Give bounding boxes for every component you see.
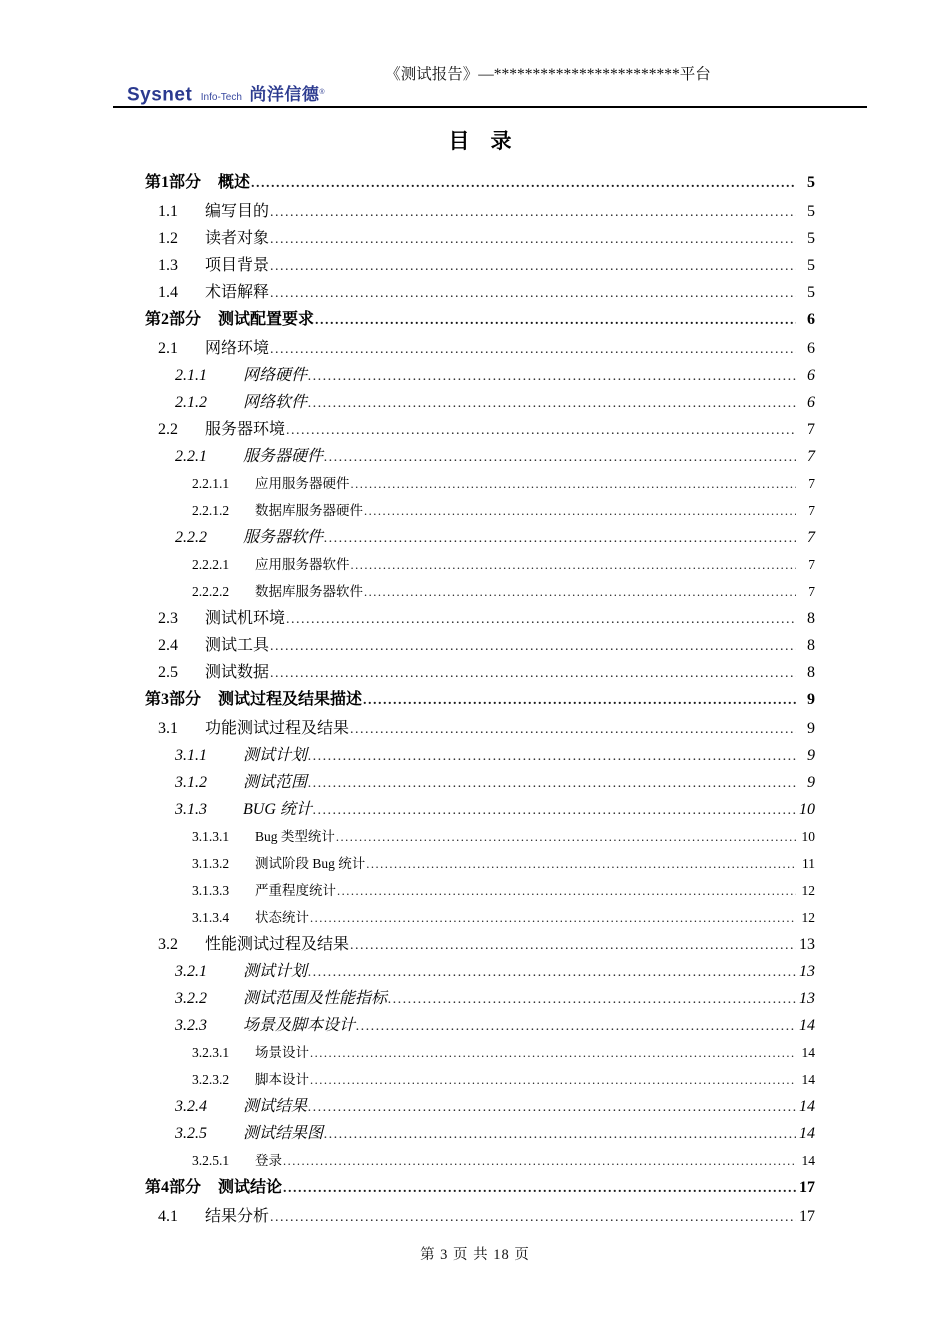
toc-entry-page: 14 [799,1098,815,1115]
toc-entry-title: 数据库服务器软件 [255,584,363,599]
toc-dot-leader [363,691,796,710]
toc-entry-number: 2.2.1 [175,448,207,465]
toc-entry-page: 14 [799,1017,815,1034]
toc-entry-title: 测试结果 [243,1098,308,1115]
toc-entry-number: 第2部分 [145,311,202,328]
toc-entry[interactable] [145,1178,815,1198]
toc-entry-number: 3.2.3.2 [192,1072,230,1087]
toc-entry-page: 5 [807,284,815,301]
toc-entry[interactable] [145,827,815,847]
toc-entry-title: 读者对象 [205,230,270,247]
toc-entry[interactable] [145,447,815,467]
toc-entry-number: 2.2 [158,421,178,438]
toc-entry[interactable] [145,501,815,521]
toc-entry[interactable] [145,1207,815,1227]
toc-entry-number: 第1部分 [145,174,202,191]
toc-entry-title: 测试机环境 [205,610,286,627]
toc-entry[interactable] [145,908,815,928]
toc-entry-number: 3.2.3.1 [192,1045,230,1060]
toc-entry-page: 11 [802,856,815,871]
toc-entry-title: 测试数据 [205,664,270,681]
toc-entry-number: 1.4 [158,284,178,301]
toc-dot-leader [308,394,796,413]
toc-entry-page: 10 [799,801,815,818]
toc-entry-title: 数据库服务器硬件 [255,503,363,518]
toc-entry-title: 测试结果图 [243,1125,324,1142]
toc-entry-number: 3.2.5.1 [192,1153,230,1168]
toc-entry-page: 9 [807,720,815,737]
logo-cjk-text: 尚洋信德 [249,85,320,105]
toc-entry-title: 测试计划 [243,963,308,980]
toc-entry-page: 14 [799,1125,815,1142]
toc-entry-title: 测试工具 [205,637,270,654]
toc-entry-page: 7 [807,529,815,546]
toc-dot-leader [270,664,796,683]
toc-dot-leader [315,311,796,330]
toc-entry-title: 场景及脚本设计 [243,1017,356,1034]
toc-entry-title: 应用服务器软件 [255,557,350,572]
toc-entry-title: 网络软件 [243,394,308,411]
toc-entry-title: 功能测试过程及结果 [205,720,350,737]
toc-entry-page: 14 [801,1045,815,1060]
toc-entry-number: 3.1.3.2 [192,856,230,871]
toc-dot-leader [310,909,796,928]
toc-entry-page: 5 [807,203,815,220]
toc-entry-number: 3.1.3.4 [192,910,230,925]
toc-entry[interactable] [145,854,815,874]
toc-entry-title: 测试计划 [243,747,308,764]
toc-entry-title: 术语解释 [205,284,270,301]
toc-entry-title: 状态统计 [255,910,309,925]
toc-entry-number: 2.2.2.1 [192,557,230,572]
toc-entry-page: 7 [807,421,815,438]
toc-entry-number: 3.1.3.1 [192,829,230,844]
toc-dot-leader [351,475,797,494]
toc-dot-leader [283,1179,796,1198]
toc-entry-number: 3.1.3 [175,801,207,818]
document-header-title: 《测试报告》—************************平台 [385,66,711,83]
toc-entry[interactable] [145,555,815,575]
toc-entry-number: 3.2.3 [175,1017,207,1034]
toc-dot-leader [286,610,796,629]
toc-entry[interactable] [145,663,815,683]
toc-entry-number: 2.2.2.2 [192,584,230,599]
toc-entry[interactable] [145,800,815,820]
toc-entry[interactable] [145,989,815,1009]
toc-entry-number: 3.2 [158,936,178,953]
toc-entry[interactable] [145,582,815,602]
toc-entry-number: 1.3 [158,257,178,274]
toc-dot-leader [324,529,796,548]
toc-dot-leader [350,720,796,739]
toc-entry-title: 严重程度统计 [255,883,336,898]
toc-entry[interactable] [145,528,815,548]
toc-dot-leader [283,1152,796,1171]
toc-entry-title: 网络硬件 [243,367,308,384]
toc-heading: 目 录 [448,129,512,153]
toc-entry[interactable] [145,393,815,413]
toc-dot-leader [270,1208,796,1227]
toc-dot-leader [270,637,796,656]
toc-dot-leader [336,828,796,847]
toc-entry-page: 6 [807,311,815,328]
toc-entry[interactable] [145,881,815,901]
toc-entry-page: 17 [799,1179,815,1196]
toc-list [145,166,815,1234]
toc-dot-leader [270,230,796,249]
toc-dot-leader [364,502,796,521]
toc-entry-title: BUG 统计 [243,801,312,818]
toc-entry-page: 7 [807,448,815,465]
toc-entry-title: 应用服务器硬件 [255,476,350,491]
toc-entry[interactable] [145,1016,815,1036]
toc-entry-page: 10 [801,829,815,844]
toc-dot-leader [308,367,796,386]
toc-dot-leader [350,936,796,955]
page-number-footer: 第 3 页 共 18 页 [420,1247,530,1263]
toc-entry[interactable] [145,1043,815,1063]
toc-entry-page: 12 [801,883,815,898]
toc-entry-number: 2.3 [158,610,178,627]
toc-entry-title: 测试过程及结果描述 [218,691,363,708]
toc-entry-number: 3.2.1 [175,963,207,980]
toc-entry-title: 场景设计 [255,1045,309,1060]
toc-entry-number: 2.1 [158,340,178,357]
toc-entry-page: 6 [807,367,815,384]
toc-entry-number: 2.1.2 [175,394,207,411]
toc-entry-page: 13 [799,990,815,1007]
logo-subtitle-text: Info-Tech [200,92,242,104]
toc-entry-page: 5 [807,257,815,274]
toc-entry-number: 2.2.1.1 [192,476,230,491]
toc-entry-page: 13 [799,936,815,953]
toc-entry-number: 2.5 [158,664,178,681]
toc-entry-title: 服务器软件 [243,529,324,546]
toc-entry-number: 3.1 [158,720,178,737]
toc-entry-page: 17 [799,1208,815,1225]
toc-entry-number: 2.2.2 [175,529,207,546]
toc-entry-page: 5 [807,174,815,191]
toc-entry[interactable] [145,173,815,193]
toc-entry-title: 项目背景 [205,257,270,274]
toc-entry-title: 结果分析 [205,1208,270,1225]
toc-dot-leader [270,257,796,276]
toc-entry-number: 第4部分 [145,1179,202,1196]
toc-entry-title: 服务器环境 [205,421,286,438]
toc-entry[interactable] [145,609,815,629]
toc-entry-number: 2.4 [158,637,178,654]
toc-entry-title: 测试范围及性能指标 [243,990,388,1007]
toc-entry-page: 9 [807,747,815,764]
toc-dot-leader [356,1017,796,1036]
toc-entry-title: 服务器硬件 [243,448,324,465]
header-divider [113,106,867,108]
toc-entry[interactable] [145,1070,815,1090]
toc-entry-title: 测试范围 [243,774,308,791]
toc-dot-leader [351,556,797,575]
toc-entry-number: 3.1.1 [175,747,207,764]
toc-entry-number: 3.2.4 [175,1098,207,1115]
toc-dot-leader [313,801,796,820]
toc-dot-leader [308,1098,796,1117]
toc-entry[interactable] [145,283,815,303]
toc-dot-leader [286,421,796,440]
toc-entry-number: 3.2.5 [175,1125,207,1142]
toc-entry-number: 3.1.2 [175,774,207,791]
toc-dot-leader [310,1071,796,1090]
toc-entry-number: 2.1.1 [175,367,207,384]
toc-dot-leader [337,882,796,901]
toc-entry-number: 4.1 [158,1208,178,1225]
toc-entry[interactable] [145,1124,815,1144]
toc-dot-leader [364,583,796,602]
toc-dot-leader [308,747,796,766]
toc-entry-title: 网络环境 [205,340,270,357]
toc-entry[interactable] [145,1097,815,1117]
toc-dot-leader [388,990,796,1009]
toc-entry-number: 第3部分 [145,691,202,708]
toc-entry[interactable] [145,746,815,766]
toc-entry-page: 13 [799,963,815,980]
toc-entry[interactable] [145,962,815,982]
toc-entry[interactable] [145,690,815,710]
toc-entry-page: 8 [807,637,815,654]
toc-entry-number: 1.1 [158,203,178,220]
toc-entry[interactable] [145,310,815,330]
toc-entry-title: 概述 [218,174,251,191]
toc-entry[interactable] [145,229,815,249]
toc-entry-page: 7 [808,584,815,599]
toc-entry-title: 编写目的 [205,203,270,220]
toc-entry[interactable] [145,719,815,739]
toc-entry[interactable] [145,773,815,793]
logo-brand-text: Sysnet [127,84,193,106]
toc-entry-page: 5 [807,230,815,247]
toc-entry[interactable] [145,1151,815,1171]
toc-entry-title: Bug 类型统计 [255,829,335,844]
toc-entry[interactable] [145,339,815,359]
toc-entry-page: 7 [808,503,815,518]
toc-dot-leader [270,340,796,359]
toc-dot-leader [270,284,796,303]
toc-entry-page: 14 [801,1153,815,1168]
toc-dot-leader [324,448,796,467]
registered-mark-icon: ® [319,89,325,96]
toc-dot-leader [251,174,796,193]
toc-entry[interactable] [145,420,815,440]
toc-dot-leader [310,1044,796,1063]
toc-dot-leader [308,774,796,793]
toc-entry-number: 2.2.1.2 [192,503,230,518]
toc-entry[interactable] [145,636,815,656]
toc-entry-title: 脚本设计 [255,1072,309,1087]
toc-entry-page: 9 [807,774,815,791]
toc-entry-page: 8 [807,664,815,681]
toc-entry-title: 测试结论 [218,1179,283,1196]
toc-entry-number: 3.1.3.3 [192,883,230,898]
toc-entry-page: 12 [801,910,815,925]
toc-dot-leader [366,855,796,874]
toc-entry-title: 性能测试过程及结果 [205,936,350,953]
toc-entry-page: 6 [807,340,815,357]
toc-entry-page: 9 [807,691,815,708]
toc-entry-title: 测试配置要求 [218,311,315,328]
toc-dot-leader [270,203,796,222]
toc-entry[interactable] [145,202,815,222]
toc-entry[interactable] [145,256,815,276]
toc-entry-number: 3.2.2 [175,990,207,1007]
toc-dot-leader [308,963,796,982]
toc-dot-leader [324,1125,796,1144]
toc-entry-page: 7 [808,476,815,491]
toc-entry-page: 7 [808,557,815,572]
toc-entry-page: 6 [807,394,815,411]
toc-entry[interactable] [145,474,815,494]
toc-entry[interactable] [145,935,815,955]
toc-entry-page: 14 [801,1072,815,1087]
toc-entry-page: 8 [807,610,815,627]
toc-entry-title: 测试阶段 Bug 统计 [255,856,366,871]
toc-entry-number: 1.2 [158,230,178,247]
toc-entry[interactable] [145,366,815,386]
toc-entry-title: 登录 [255,1153,282,1168]
